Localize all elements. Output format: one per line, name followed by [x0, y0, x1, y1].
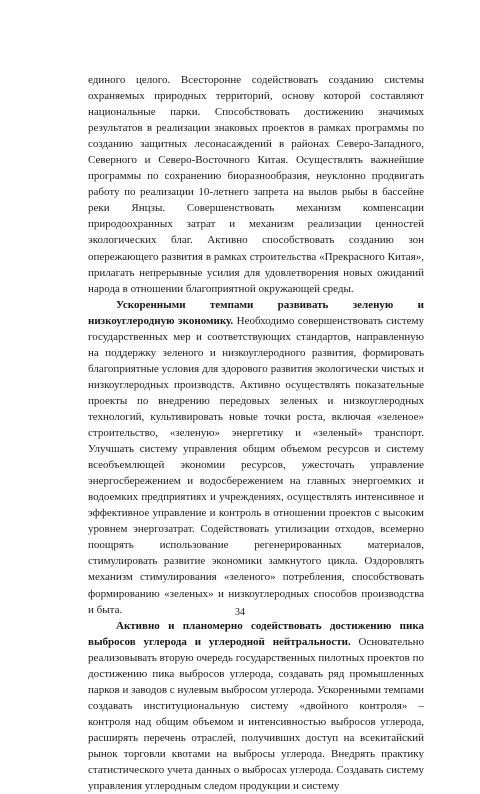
paragraph-lead-heading: Ускоренными темпами развивать зеленую и низкоуглеродную экономику. — [88, 298, 424, 327]
document-body — [88, 72, 424, 794]
paragraph-green-economy — [88, 297, 424, 618]
paragraph-text: Необходимо совершенствовать систему государственных мер и соответствующих стандартов, направленную на поддержку зеленого и низкоуглеродного развития, формировать благоприятные условия для здорового развития экологически чистых и низкоуглеродных производств. Активно осуществлять показательные проекты по внедрению передовых зеленых и низкоуглеродных технологий, культивировать новые точки роста, включая «зеленое» строительство, «зеленую» энергетику и «зеленый» транспорт. Улучшать систему управления общим объемом ресурсов и систему всеобъемлющей экономии ресурсов, ужесточать управление энергосбережением и водосбережением на главных энергоемких и водоемких предприятиях и учреждениях, осуществлять интенсивное и эффективное управление и контроль в отношении проектов с высоким уровнем энергозатрат. Содействовать утилизации отходов, всемерно поощрять использование регенерированных материалов, стимулировать развитие экономики замкнутого цикла. Оздоровлять механизм стимулирования «зеленого» потребления, способствовать формированию «зеленых» и низкоуглеродных способов производства и быта. — [88, 314, 424, 616]
paragraph-text: единого целого. Всесторонне содействовать созданию системы охраняемых природных территорий, основу которой составляют национальные парки. Способствовать достижению значимых результатов в реализации знаковых проектов в рамках программы по созданию защитных лесонасаждений в районах Северо-Западного, Северного и Северо-Восточного Китая. Осуществлять важнейшие программы по сохранению биоразнообразия, неуклонно продвигать работу по реализации 10-летнего запрета на вылов рыбы в бассейне реки Янцзы. Совершенствовать механизм компенсации природоохранных затрат и механизм реализации ценностей экологических благ. Активно способствовать созданию зон опережающего развития в рамках строительства «Прекрасного Китая», прилагать непрерывные усилия для удовлетворения новых ожиданий народа в отношении благоприятной окружающей среды. — [88, 74, 424, 295]
paragraph-carbon-peak — [88, 618, 424, 794]
paragraph-protected-areas — [88, 72, 424, 297]
page-number: 34 — [235, 607, 245, 618]
paragraph-text: Основательно реализовывать вторую очередь государственных пилотных проектов по достижению пика выбросов углерода, создавать ряд промышленных парков и заводов с нулевым выбросом углерода. Ускоренными темпами создавать институциональную систему «двойного контроля» – контроля над общим объемом и интенсивностью выбросов углерода, расширять перечень отраслей, получивших доступ на всекитайский рынок торговли квотами на выбросы углерода. Внедрять практику статистического учета данных о выбросах углерода. Создавать систему управления углеродным следом продукции и систему — [88, 635, 424, 793]
paragraph-lead-heading: Активно и планомерно содействовать достижению пика выбросов углерода и углеродной нейтральности. — [88, 619, 424, 648]
